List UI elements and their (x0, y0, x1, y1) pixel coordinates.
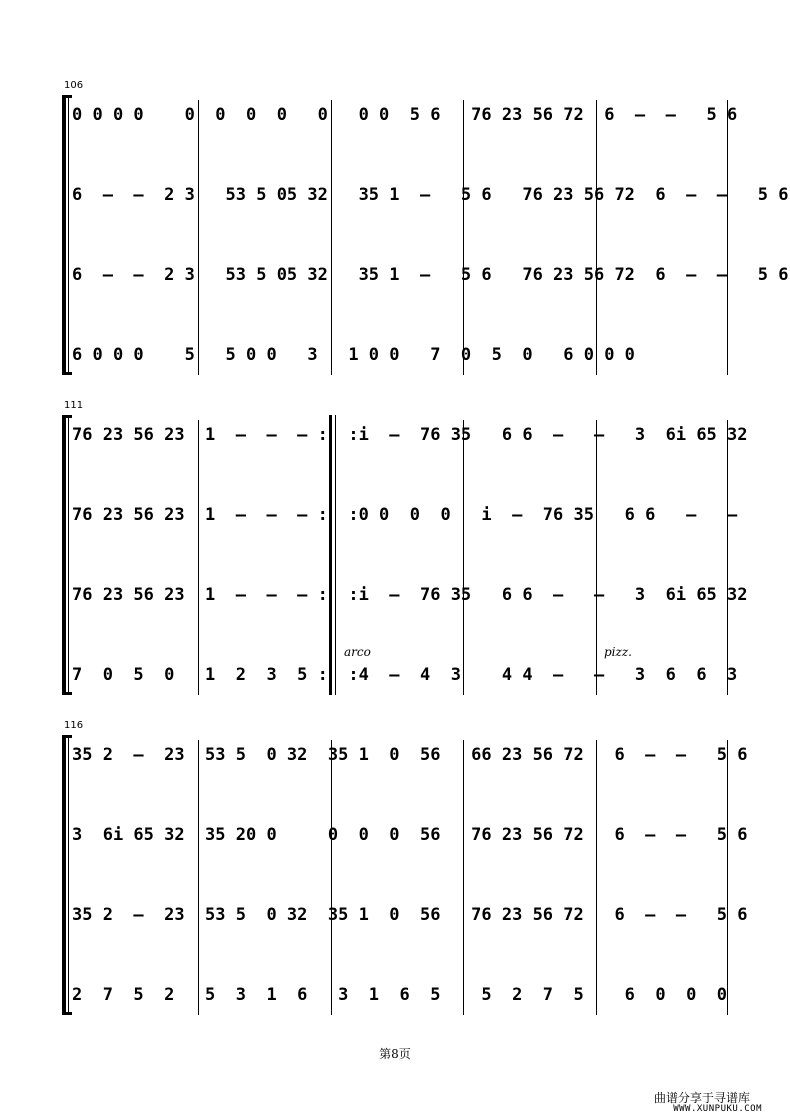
brace-top (62, 415, 72, 418)
measure-number: 111 (64, 400, 84, 411)
staff-row: 6 – – 2 3 53 5 05 32 35 1 – 5 6 76 23 56 72 6 – – 5 6 (72, 265, 789, 285)
brace-top (62, 95, 72, 98)
barline (727, 740, 728, 1015)
staff-row: 76 23 56 23 1 – – – : :0 0 0 0 i – 76 35 6 6 – – (72, 505, 738, 525)
staff-row: 76 23 56 23 1 – – – : :i – 76 35 6 6 – – 3 6i 65 32 (72, 585, 748, 605)
staff-row: 0 0 0 0 0 0 0 0 0 0 0 5 6 76 23 56 72 6 – – 5 6 (72, 105, 738, 125)
arco-label: arco (344, 645, 371, 659)
barline (331, 740, 332, 1015)
measure-number: 116 (64, 720, 84, 731)
measure-number: 106 (64, 80, 84, 91)
watermark-url: WWW.XUNPUKU.COM (673, 1104, 762, 1114)
system-1 (0, 0, 790, 365)
staff-row: 35 2 – 23 53 5 0 32 35 1 0 56 76 23 56 72 6 – – 5 6 (72, 905, 748, 925)
brace-top (62, 735, 72, 738)
system-2 (0, 320, 790, 685)
staff-row: 6 0 0 0 5 5 0 0 3 1 0 0 7 0 5 0 6 0 0 0 (72, 345, 635, 365)
brace-bottom (62, 1012, 72, 1015)
staff-row: 35 2 – 23 53 5 0 32 35 1 0 56 66 23 56 72 6 – – 5 6 (72, 745, 748, 765)
barline (198, 740, 199, 1015)
staff-row: 2 7 5 2 5 3 1 6 3 1 6 5 5 2 7 5 6 0 0 0 (72, 985, 728, 1005)
staff-row: 3 6i 65 32 35 20 0 0 0 0 56 76 23 56 72 6 – – 5 6 (72, 825, 748, 845)
staff-row: 76 23 56 23 1 – – – : :i – 76 35 6 6 – – 3 6i 65 32 (72, 425, 748, 445)
pizz-label: pizz. (604, 645, 632, 659)
staff-row: 6 – – 2 3 53 5 05 32 35 1 – 5 6 76 23 56 72 6 – – 5 6 (72, 185, 789, 205)
page-number: 第8页 (379, 1047, 411, 1061)
watermark-text: 曲谱分享于寻谱库 (653, 1091, 750, 1105)
system-3 (0, 640, 790, 1005)
brace (62, 735, 66, 1015)
barline (463, 740, 464, 1015)
system-line (68, 735, 69, 1015)
staff-row: 7 0 5 0 1 2 3 5 : :4 – 4 3 4 4 – – 3 6 6 3 (72, 665, 738, 685)
barline (596, 740, 597, 1015)
